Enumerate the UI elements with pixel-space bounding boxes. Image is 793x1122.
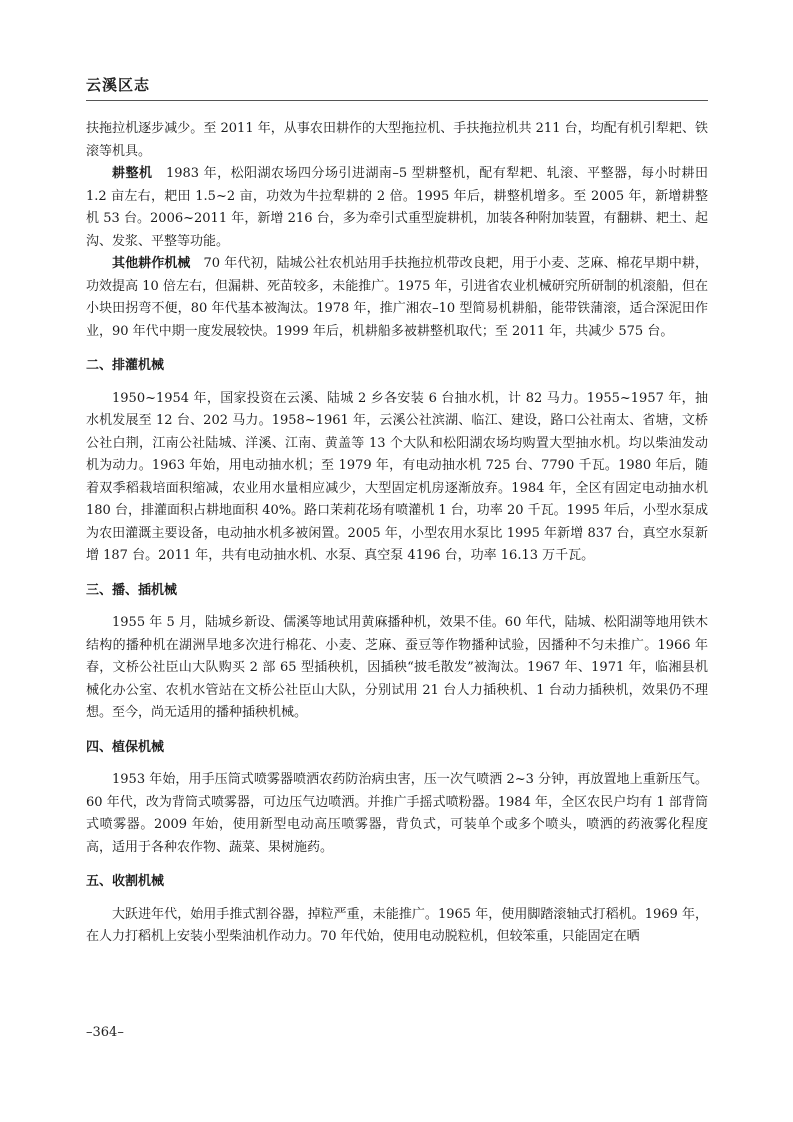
running-header-title: 云溪区志	[86, 76, 151, 94]
section-heading-planting: 三、播、插机械	[86, 582, 178, 598]
page-body	[86, 118, 708, 949]
subheading-tilling-machine: 耕整机	[112, 166, 153, 181]
paragraph-tilling-machine-text: 1983 年，松阳湖农场四分场引进湖南–5 型耕整机，配有犁耙、轧滚、平整器，每小时耕田 1.2 亩左右，耙田 1.5~2 亩，功效为牛拉犁耕的 2 倍。1995 年后，耕整机增多。至 2005 年，新增耕整机 53 台。2006~2011 年，新增 216 台，多为牵引式重型旋耕机，加装各种附加装置，有翻耕、耙土、起沟、发浆、平整等功能。	[86, 166, 708, 249]
paragraph-other-machinery	[86, 253, 708, 343]
header-divider	[86, 100, 708, 101]
continued-paragraph: 扶拖拉机逐步减少。至 2011 年，从事农田耕作的大型拖拉机、手扶拖拉机共 211 台，均配有机引犁耙、铁滚等机具。	[86, 121, 708, 159]
paragraph-tilling-machine	[86, 163, 708, 253]
section-heading-irrigation: 二、排灌机械	[86, 358, 165, 373]
section-text-plant-protection: 1953 年始，用手压筒式喷雾器喷洒农药防治病虫害，压一次气喷洒 2~3 分钟，再放置地上重新压气。60 年代，改为背筒式喷雾器，可边压气边喷洒。并推广手摇式喷粉器。1984 年，全区农民户均有 1 部背筒式喷雾器。2009 年始，使用新型电动高压喷雾器，背负式，可装单个或多个喷头，喷洒的药液雾化程度高，适用于各种农作物、蔬菜、果树施药。	[86, 772, 708, 855]
section-heading-plant-protection: 四、植保机械	[86, 739, 165, 755]
section-heading-harvesting: 五、收割机械	[86, 874, 165, 889]
section-text-harvesting: 大跃进年代，始用手推式割谷器，掉粒严重，未能推广。1965 年，使用脚踏滚轴式打稻机。1969 年，在人力打稻机上安装小型柴油机作动力。70 年代始，使用电动脱粒机，但较笨重，只能固定在晒	[86, 906, 708, 944]
page-number: –364–	[86, 1025, 124, 1040]
subheading-other-machinery: 其他耕作机械	[112, 256, 191, 271]
paragraph-other-machinery-text: 70 年代初，陆城公社农机站用手扶拖拉机带改良耙，用于小麦、芝麻、棉花早期中耕，功效提高 10 倍左右，但漏耕、死苗较多，未能推广。1975 年，引进省农业机械研究所研制的机滚船，但在小块田拐弯不便，80 年代基本被淘汰。1978 年，推广湘农–10 型简易机耕船，能带铁蒲滚，适合深泥田作业，90 年代中期一度发展较快。1999 年后，机耕船多被耕整机取代；至 2011 年，共减少 575 台。	[86, 256, 708, 339]
section-text-planting: 1955 年 5 月，陆城乡新设、儒溪等地试用黄麻播种机，效果不佳。60 年代，陆城、松阳湖等地用铁木结构的播种机在湖洲旱地多次进行棉花、小麦、芝麻、蚕豆等作物播种试验，因播种不匀未推广。1966 年春，文桥公社臣山大队购买 2 部 65 型插秧机，因插秧“披毛散发”被淘汰。1967 年、1971 年，临湘县机械化办公室、农机水管站在文桥公社臣山大队，分别试用 21 台人力插秧机、1 台动力插秧机，效果仍不理想。至今，尚无适用的播种插秧机械。	[86, 615, 708, 720]
section-text-irrigation: 1950~1954 年，国家投资在云溪、陆城 2 乡各安装 6 台抽水机，计 82 马力。1955~1957 年，抽水机发展至 12 台、202 马力。1958~1961 年，云溪公社滨湖、临江、建设，路口公社南太、省塘，文桥公社白荆，江南公社陆城、洋溪、江南、黄盖等 13 个大队和松阳湖农场均购置大型抽水机。均以柴油发动机为动力。1963 年始，用电动抽水机；至 1979 年，有电动抽水机 725 台、7790 千瓦。1980 年后，随着双季稻栽培面积缩减，农业用水量相应减少，大型固定机房逐渐放弃。1984 年，全区有固定电动抽水机 180 台，排灌面积占耕地面积 40%。路口茉莉花场有喷灌机 1 台，功率 20 千瓦。1995 年后，小型水泵成为农田灌溉主要设备，电动抽水机多被闲置。2005 年，小型农用水泵比 1995 年新增 837 台，真空水泵新增 187 台。2011 年，共有电动抽水机、水泵、真空泵 4196 台，功率 16.13 万千瓦。	[86, 390, 708, 563]
